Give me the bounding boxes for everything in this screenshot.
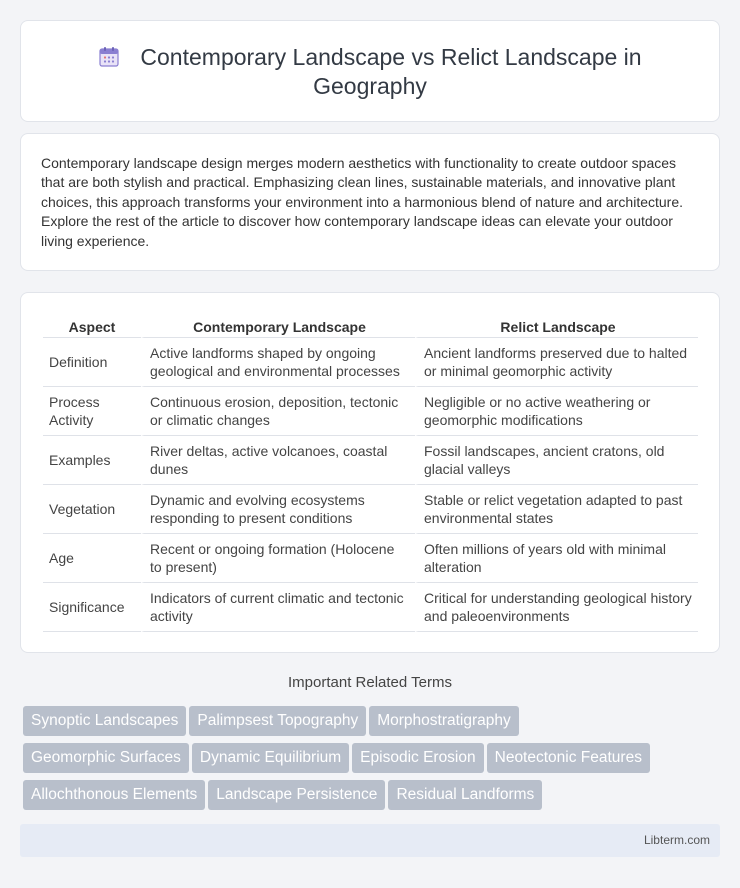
row-aspect: Significance <box>43 583 141 632</box>
row-contemporary: Recent or ongoing formation (Holocene to present) <box>141 534 415 583</box>
related-terms-title: Important Related Terms <box>288 674 452 691</box>
row-contemporary: Dynamic and evolving ecosystems responding to present conditions <box>141 485 415 534</box>
row-relict: Negligible or no active weathering or geomorphic modifications <box>415 387 698 436</box>
row-aspect: Vegetation <box>43 485 141 534</box>
tag-neotectonic-features[interactable]: Neotectonic Features <box>487 743 650 773</box>
calendar-icon <box>98 46 120 68</box>
table-row <box>43 436 698 485</box>
row-aspect: Definition <box>43 338 141 387</box>
row-aspect: Process Activity <box>43 387 141 436</box>
table-row <box>43 534 698 583</box>
row-contemporary: Continuous erosion, deposition, tectonic or climatic changes <box>141 387 415 436</box>
row-relict: Critical for understanding geological history and paleoenvironments <box>415 583 698 632</box>
title-line-2: Geography <box>313 73 427 99</box>
row-relict: Ancient landforms preserved due to halted or minimal geomorphic activity <box>415 338 698 387</box>
tag-geomorphic-surfaces[interactable]: Geomorphic Surfaces <box>23 743 189 773</box>
intro-text: Contemporary landscape design merges modern aesthetics with functionality to create outdoor spaces that are both stylish and practical. Emphasizing clean lines, sustainable materials, and innovative plant choices, this approach transforms your environment into a harmonious blend of nature and architecture. Explore the rest of the article to discover how contemporary landscape ideas can elevate your outdoor living experience. <box>41 155 684 249</box>
table-row <box>43 338 698 387</box>
header-contemporary: Contemporary Landscape <box>141 315 415 338</box>
tag-row <box>23 706 723 743</box>
row-relict: Stable or relict vegetation adapted to past environmental states <box>415 485 698 534</box>
title-line-1: Contemporary Landscape vs Relict Landscape in <box>140 44 642 70</box>
tag-episodic-erosion[interactable]: Episodic Erosion <box>352 743 483 773</box>
tag-row <box>23 743 723 780</box>
row-relict: Fossil landscapes, ancient cratons, old glacial valleys <box>415 436 698 485</box>
row-relict: Often millions of years old with minimal alteration <box>415 534 698 583</box>
tag-dynamic-equilibrium[interactable]: Dynamic Equilibrium <box>192 743 349 773</box>
tag-residual-landforms[interactable]: Residual Landforms <box>388 780 542 810</box>
table-row <box>43 387 698 436</box>
tag-allochthonous-elements[interactable]: Allochthonous Elements <box>23 780 205 810</box>
tag-synoptic-landscapes[interactable]: Synoptic Landscapes <box>23 706 186 736</box>
tag-palimpsest-topography[interactable]: Palimpsest Topography <box>189 706 366 736</box>
tag-row <box>23 780 723 817</box>
row-contemporary: Indicators of current climatic and tectonic activity <box>141 583 415 632</box>
tag-morphostratigraphy[interactable]: Morphostratigraphy <box>369 706 519 736</box>
header-relict: Relict Landscape <box>415 315 698 338</box>
footer <box>20 824 720 857</box>
intro-card <box>20 133 720 271</box>
row-aspect: Age <box>43 534 141 583</box>
header-aspect: Aspect <box>43 315 141 338</box>
row-contemporary: River deltas, active volcanoes, coastal dunes <box>141 436 415 485</box>
table-row <box>43 583 698 632</box>
row-contemporary: Active landforms shaped by ongoing geological and environmental processes <box>141 338 415 387</box>
row-aspect: Examples <box>43 436 141 485</box>
table-row <box>43 485 698 534</box>
related-terms <box>23 706 723 817</box>
comparison-table <box>43 315 698 632</box>
footer-link[interactable]: Libterm.com <box>643 833 710 847</box>
table-header-row <box>43 315 698 338</box>
tag-landscape-persistence[interactable]: Landscape Persistence <box>208 780 385 810</box>
comparison-card <box>20 292 720 653</box>
header-card <box>20 20 720 122</box>
page-title <box>21 43 719 101</box>
